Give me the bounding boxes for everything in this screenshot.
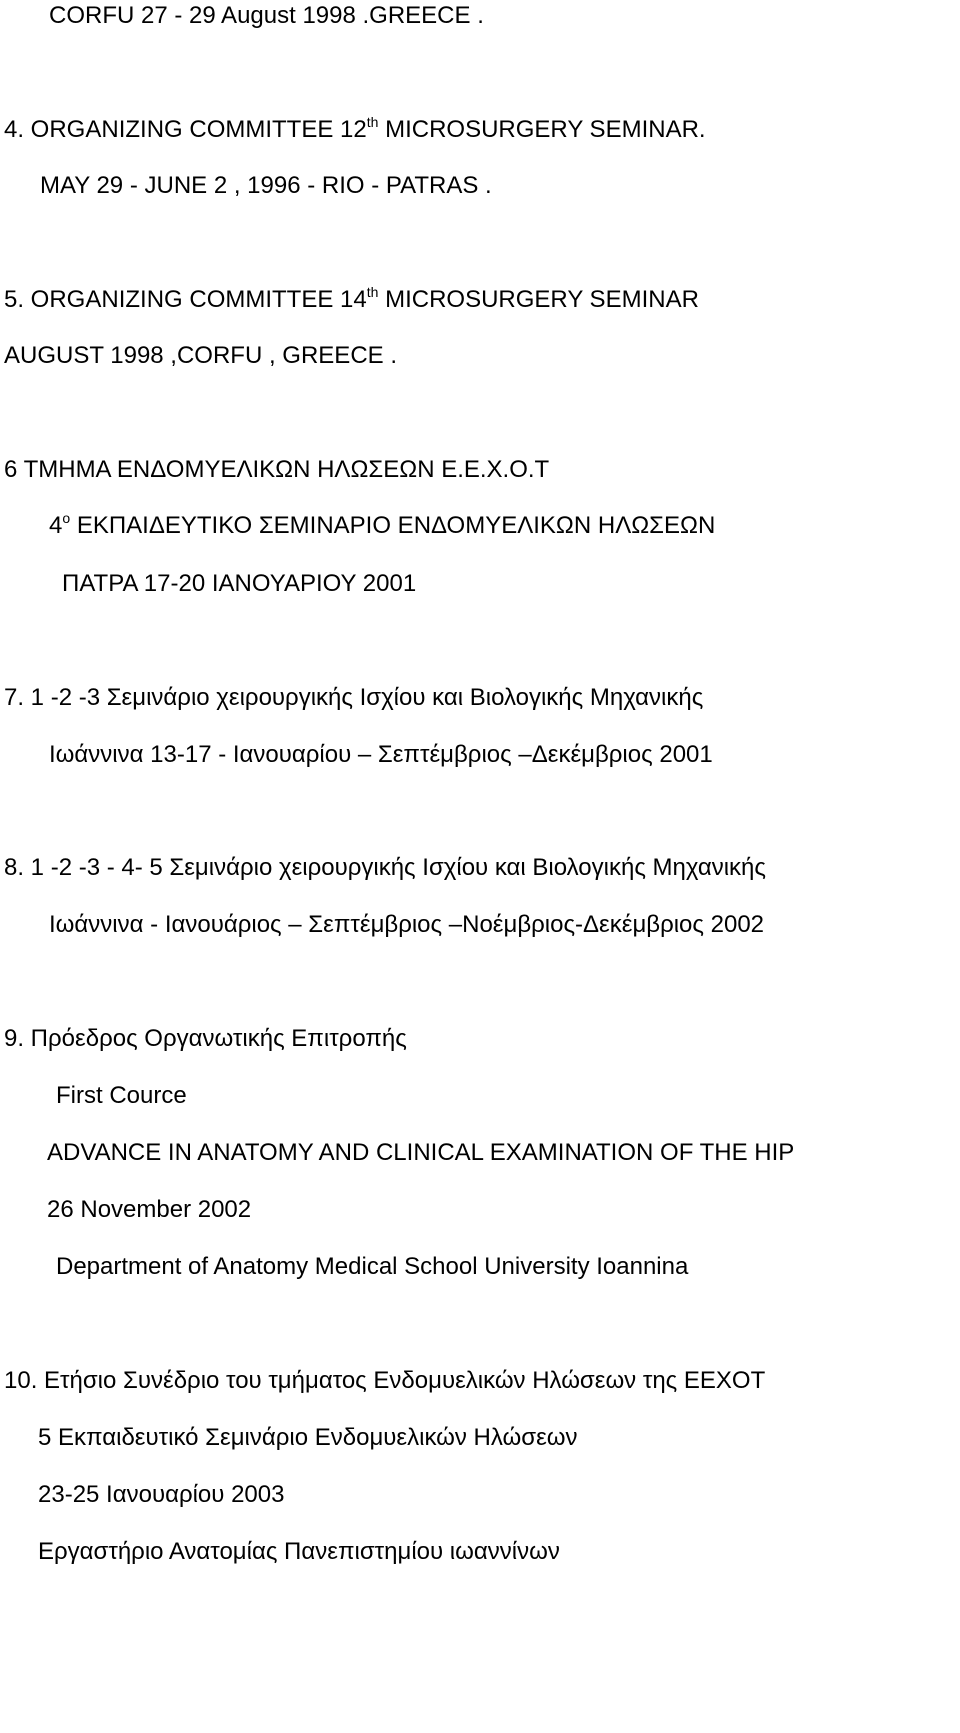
item-8-heading: 8. 1 -2 -3 - 4- 5 Σεμινάριο χειρουργικής Ισχίου και Βιολογικής Μηχανικής — [4, 854, 766, 881]
item-9-location: Department of Anatomy Medical School University Ioannina — [56, 1253, 689, 1280]
item-4-superscript: th — [366, 114, 379, 130]
item-10-heading: 10. Ετήσιο Συνέδριο του τμήματος Ενδομυελικών Ηλώσεων της ΕΕΧΟΤ — [4, 1367, 766, 1394]
item-4-text-rest: MICROSURGERY SEMINAR. — [378, 116, 706, 143]
item-4-heading — [4, 114, 706, 143]
item-6-seminar-text: ΕΚΠΑΙΔΕΥΤΙΚΟ ΣΕΜΙΝΑΡΙΟ ΕΝΔΟΜΥΕΛΙΚΩΝ ΗΛΩΣΕΩΝ — [70, 512, 716, 539]
item-9-course-title: ADVANCE IN ANATOMY AND CLINICAL EXAMINATION OF THE HIP — [47, 1139, 795, 1166]
item-4-details: MAY 29 - JUNE 2 , 1996 - RIO - PATRAS . — [40, 172, 492, 199]
item-4-text: 4. ORGANIZING COMMITTEE 12 — [4, 116, 367, 143]
item-6-seminar-number: 4 — [49, 512, 63, 539]
item-7-heading: 7. 1 -2 -3 Σεμινάριο χειρουργικής Ισχίου και Βιολογικής Μηχανικής — [4, 684, 704, 711]
item-5-text-rest: MICROSURGERY SEMINAR — [378, 286, 699, 313]
item-5-details: AUGUST 1998 ,CORFU , GREECE . — [4, 342, 397, 369]
item-10-date: 23-25 Ιανουαρίου 2003 — [38, 1481, 285, 1508]
item-8-details: Ιωάννινα - Ιανουάριος – Σεπτέμβριος –Νοέμβριος-Δεκέμβριος 2002 — [49, 911, 765, 938]
item-5-text: 5. ORGANIZING COMMITTEE 14 — [4, 286, 367, 313]
item-9-course-label: First Cource — [56, 1082, 187, 1109]
item-6-heading: 6 ΤΜΗΜΑ ΕΝΔΟΜΥΕΛΙΚΩΝ ΗΛΩΣΕΩΝ Ε.Ε.Χ.Ο.Τ — [4, 456, 550, 483]
item-6-seminar — [49, 510, 716, 539]
item-7-details: Ιωάννινα 13-17 - Ιανουαρίου – Σεπτέμβριος –Δεκέμβριος 2001 — [49, 741, 713, 768]
item-5-heading — [4, 284, 699, 313]
text-line-corfu-1998: CORFU 27 - 29 August 1998 .GREECE . — [49, 2, 484, 29]
item-9-date: 26 November 2002 — [47, 1196, 252, 1223]
item-10-seminar: 5 Εκπαιδευτικό Σεμινάριο Ενδομυελικών Ηλώσεων — [38, 1424, 578, 1451]
item-10-location: Εργαστήριο Ανατομίας Πανεπιστημίου ιωαννίνων — [38, 1538, 560, 1565]
item-6-details: ΠΑΤΡΑ 17-20 ΙΑΝΟΥΑΡΙΟΥ 2001 — [62, 570, 417, 597]
item-5-superscript: th — [366, 284, 379, 300]
item-9-heading: 9. Πρόεδρος Οργανωτικής Επιτροπής — [4, 1025, 407, 1052]
item-6-superscript: ο — [62, 510, 71, 526]
